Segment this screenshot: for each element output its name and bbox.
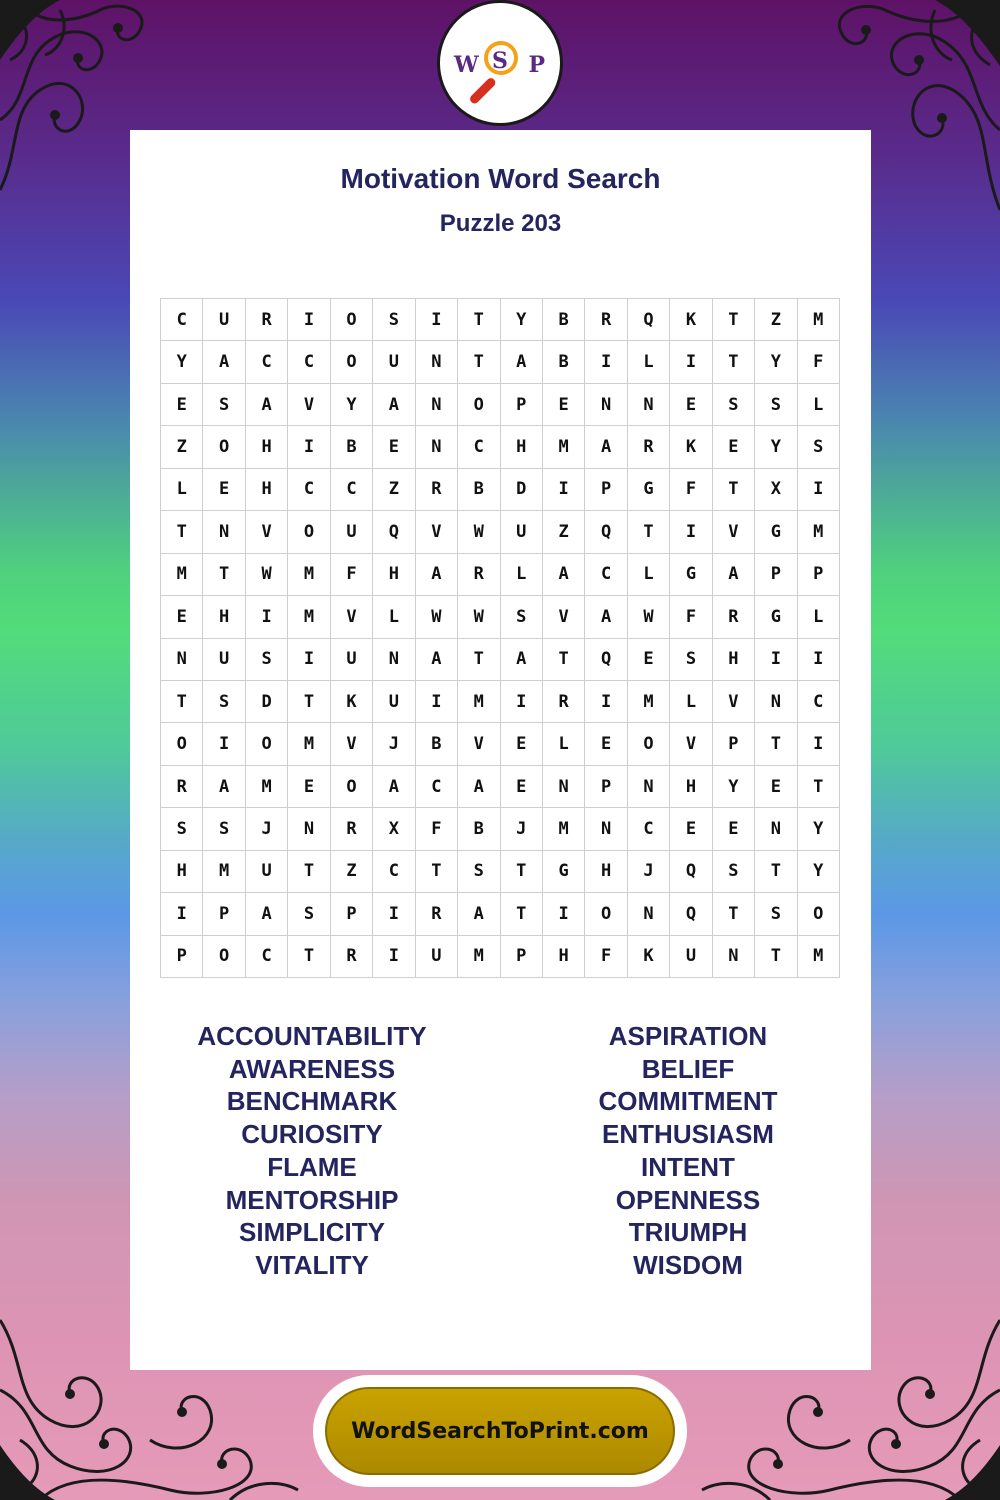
grid-cell[interactable]: R [713,596,755,638]
grid-cell[interactable]: M [458,681,500,723]
grid-cell[interactable]: T [713,299,755,341]
grid-cell[interactable]: T [288,851,330,893]
grid-cell[interactable]: N [628,384,670,426]
grid-cell[interactable]: A [373,384,415,426]
grid-cell[interactable]: E [543,384,585,426]
grid-cell[interactable]: U [203,299,245,341]
grid-cell[interactable]: O [203,936,245,978]
grid-cell[interactable]: S [373,299,415,341]
grid-cell[interactable]: B [331,426,373,468]
grid-cell[interactable]: M [288,554,330,596]
grid-cell[interactable]: N [161,639,203,681]
grid-cell[interactable]: D [501,469,543,511]
grid-cell[interactable]: N [416,341,458,383]
grid-cell[interactable]: U [416,936,458,978]
grid-cell[interactable]: G [670,554,712,596]
grid-cell[interactable]: W [458,511,500,553]
grid-cell[interactable]: J [246,808,288,850]
grid-cell[interactable]: Z [161,426,203,468]
word-list-item: MENTORSHIP [225,1184,399,1215]
letter-grid [160,298,840,978]
grid-cell[interactable]: V [670,723,712,765]
grid-cell[interactable]: F [670,596,712,638]
grid-cell[interactable]: O [246,723,288,765]
site-link-button[interactable]: WordSearchToPrint.com [325,1387,675,1475]
grid-cell[interactable]: S [755,893,797,935]
grid-cell[interactable]: N [628,893,670,935]
grid-cell[interactable]: V [246,511,288,553]
grid-cell[interactable]: T [458,341,500,383]
grid-cell[interactable]: T [161,681,203,723]
grid-cell[interactable]: I [543,469,585,511]
logo-letter-s: S [492,48,508,74]
grid-cell[interactable]: Q [670,851,712,893]
grid-cell[interactable]: C [416,766,458,808]
grid-cell[interactable]: T [288,681,330,723]
grid-cell[interactable]: R [543,681,585,723]
word-list-item: ACCOUNTABILITY [197,1021,427,1051]
grid-cell[interactable]: P [203,893,245,935]
grid-cell[interactable]: H [713,639,755,681]
grid-cell[interactable]: I [288,299,330,341]
grid-cell[interactable]: L [628,554,670,596]
grid-cell[interactable]: Y [331,384,373,426]
word-list-right [528,1020,848,1282]
grid-cell[interactable]: T [755,723,797,765]
grid-cell[interactable]: B [458,808,500,850]
grid-cell[interactable]: L [798,596,840,638]
grid-cell[interactable]: E [670,384,712,426]
grid-cell[interactable]: I [670,341,712,383]
grid-cell[interactable]: S [203,808,245,850]
grid-cell[interactable]: A [585,596,627,638]
grid-cell[interactable]: P [798,554,840,596]
grid-cell[interactable]: S [798,426,840,468]
grid-cell[interactable]: I [798,723,840,765]
page-title: Motivation Word Search [340,163,661,194]
grid-cell[interactable]: A [246,893,288,935]
grid-cell[interactable]: U [373,681,415,723]
grid-cell[interactable]: C [331,469,373,511]
grid-cell[interactable]: O [288,511,330,553]
grid-cell[interactable]: Y [755,426,797,468]
wsp-logo [437,0,563,126]
grid-cell[interactable]: A [458,893,500,935]
grid-cell[interactable]: C [288,341,330,383]
grid-cell[interactable]: Q [585,511,627,553]
grid-cell[interactable]: B [416,723,458,765]
word-list-item: FLAME [267,1151,357,1182]
grid-cell[interactable]: S [501,596,543,638]
grid-cell[interactable]: C [585,554,627,596]
grid-cell[interactable]: T [161,511,203,553]
grid-cell[interactable]: P [585,469,627,511]
grid-cell[interactable]: C [458,426,500,468]
grid-cell[interactable]: V [713,681,755,723]
grid-cell[interactable]: Q [670,893,712,935]
grid-cell[interactable]: R [246,299,288,341]
grid-cell[interactable]: V [416,511,458,553]
grid-cell[interactable]: T [501,893,543,935]
grid-cell[interactable]: T [628,511,670,553]
word-list-item: INTENT [641,1151,735,1182]
grid-cell[interactable]: S [755,384,797,426]
grid-cell[interactable]: K [628,936,670,978]
grid-cell[interactable]: N [416,426,458,468]
grid-cell[interactable]: M [543,426,585,468]
grid-cell[interactable]: E [670,808,712,850]
grid-cell[interactable]: Y [798,808,840,850]
grid-cell[interactable]: H [161,851,203,893]
grid-cell[interactable]: N [628,766,670,808]
grid-cell[interactable]: V [713,511,755,553]
grid-cell[interactable]: A [416,554,458,596]
grid-cell[interactable]: Y [161,341,203,383]
grid-cell[interactable]: F [331,554,373,596]
grid-cell[interactable]: N [373,639,415,681]
grid-cell[interactable]: I [798,469,840,511]
grid-cell[interactable]: P [331,893,373,935]
grid-cell[interactable]: U [670,936,712,978]
grid-cell[interactable]: S [246,639,288,681]
grid-cell[interactable]: C [246,341,288,383]
grid-cell[interactable]: U [501,511,543,553]
grid-cell[interactable]: W [628,596,670,638]
grid-cell[interactable]: P [713,723,755,765]
grid-cell[interactable]: P [501,936,543,978]
word-list-item: VITALITY [255,1249,369,1280]
grid-cell[interactable]: E [585,723,627,765]
grid-cell[interactable]: I [161,893,203,935]
grid-cell[interactable]: M [628,681,670,723]
grid-cell[interactable]: I [501,681,543,723]
grid-cell[interactable]: E [628,639,670,681]
grid-cell[interactable]: I [543,893,585,935]
grid-cell[interactable]: C [628,808,670,850]
grid-cell[interactable]: A [203,766,245,808]
grid-cell[interactable]: Y [713,766,755,808]
grid-cell[interactable]: H [670,766,712,808]
grid-cell[interactable]: I [373,893,415,935]
word-list-item: BELIEF [641,1053,735,1084]
grid-cell[interactable]: F [416,808,458,850]
grid-cell[interactable]: R [416,469,458,511]
grid-cell[interactable]: M [161,554,203,596]
grid-cell[interactable]: P [161,936,203,978]
grid-cell[interactable]: T [501,851,543,893]
grid-cell[interactable]: T [416,851,458,893]
grid-cell[interactable]: C [288,469,330,511]
grid-cell[interactable]: V [288,384,330,426]
grid-cell[interactable]: O [331,341,373,383]
word-list-item: TRIUMPH [628,1217,748,1248]
grid-cell[interactable]: T [288,936,330,978]
grid-cell[interactable]: N [713,936,755,978]
grid-cell[interactable]: C [161,299,203,341]
grid-cell[interactable]: I [670,511,712,553]
grid-cell[interactable]: Y [798,851,840,893]
grid-cell[interactable]: E [161,384,203,426]
grid-cell[interactable]: S [203,681,245,723]
grid-cell[interactable]: L [628,341,670,383]
grid-cell[interactable]: Y [501,299,543,341]
grid-cell[interactable]: E [755,766,797,808]
word-list-item: WISDOM [633,1249,743,1280]
logo-letter-p: P [528,52,545,78]
grid-cell[interactable]: E [713,426,755,468]
grid-cell[interactable]: J [501,808,543,850]
grid-cell[interactable]: H [543,936,585,978]
grid-cell[interactable]: S [288,893,330,935]
word-list-item: ENTHUSIASM [602,1119,774,1150]
grid-cell[interactable]: Q [628,299,670,341]
grid-cell[interactable]: O [798,893,840,935]
grid-cell[interactable]: A [416,639,458,681]
grid-cell[interactable]: D [246,681,288,723]
grid-cell[interactable]: M [798,511,840,553]
grid-cell[interactable]: H [501,426,543,468]
grid-cell[interactable]: G [543,851,585,893]
grid-cell[interactable]: N [755,808,797,850]
grid-cell[interactable]: K [331,681,373,723]
grid-cell[interactable]: A [373,766,415,808]
grid-cell[interactable]: Z [331,851,373,893]
word-list-item: AWARENESS [228,1053,396,1084]
grid-cell[interactable]: I [416,681,458,723]
grid-cell[interactable]: I [203,723,245,765]
grid-cell[interactable]: W [246,554,288,596]
grid-cell[interactable]: V [331,723,373,765]
grid-cell[interactable]: E [713,808,755,850]
grid-cell[interactable]: I [246,596,288,638]
grid-cell[interactable]: B [543,341,585,383]
grid-cell[interactable]: R [416,893,458,935]
grid-cell[interactable]: A [713,554,755,596]
grid-cell[interactable]: K [670,299,712,341]
grid-cell[interactable]: A [585,426,627,468]
grid-cell[interactable]: V [458,723,500,765]
grid-cell[interactable]: L [670,681,712,723]
grid-cell[interactable]: B [458,469,500,511]
grid-cell[interactable]: M [288,723,330,765]
grid-cell[interactable]: Q [585,639,627,681]
grid-cell[interactable]: C [373,851,415,893]
grid-cell[interactable]: T [713,893,755,935]
grid-cell[interactable]: G [755,596,797,638]
grid-cell[interactable]: O [331,766,373,808]
grid-cell[interactable]: I [416,299,458,341]
grid-cell[interactable]: I [288,426,330,468]
grid-cell[interactable]: O [203,426,245,468]
grid-cell[interactable]: I [373,936,415,978]
logo-letter-w: W [454,52,479,78]
grid-cell[interactable]: Y [755,341,797,383]
grid-cell[interactable]: R [458,554,500,596]
grid-cell[interactable]: A [246,384,288,426]
grid-cell[interactable]: T [543,639,585,681]
grid-cell[interactable]: S [713,384,755,426]
grid-cell[interactable]: I [585,681,627,723]
grid-cell[interactable]: O [331,299,373,341]
grid-cell[interactable]: J [373,723,415,765]
grid-cell[interactable]: X [373,808,415,850]
grid-cell[interactable]: A [458,766,500,808]
grid-cell[interactable]: M [798,936,840,978]
grid-cell[interactable]: H [246,426,288,468]
grid-cell[interactable]: O [161,723,203,765]
grid-cell[interactable]: P [585,766,627,808]
grid-cell[interactable]: R [628,426,670,468]
grid-cell[interactable]: V [543,596,585,638]
grid-cell[interactable]: X [755,469,797,511]
grid-cell[interactable]: E [501,723,543,765]
grid-cell[interactable]: L [373,596,415,638]
grid-cell[interactable]: M [203,851,245,893]
grid-cell[interactable]: S [161,808,203,850]
grid-cell[interactable]: M [543,808,585,850]
grid-cell[interactable]: V [331,596,373,638]
grid-cell[interactable]: L [798,384,840,426]
grid-cell[interactable]: N [416,384,458,426]
grid-cell[interactable]: C [246,936,288,978]
grid-cell[interactable]: A [501,341,543,383]
grid-cell[interactable]: T [458,299,500,341]
grid-cell[interactable]: K [670,426,712,468]
grid-cell[interactable]: N [585,384,627,426]
grid-cell[interactable]: W [416,596,458,638]
grid-cell[interactable]: E [203,469,245,511]
word-list-item: ASPIRATION [608,1021,768,1051]
magnifier-handle-icon [468,76,497,105]
grid-cell[interactable]: H [585,851,627,893]
word-list-item: CURIOSITY [241,1119,383,1150]
grid-cell[interactable]: B [543,299,585,341]
grid-cell[interactable]: P [755,554,797,596]
grid-cell[interactable]: F [585,936,627,978]
grid-cell[interactable]: Z [373,469,415,511]
grid-cell[interactable]: U [246,851,288,893]
grid-cell[interactable]: L [543,723,585,765]
grid-cell[interactable]: T [798,766,840,808]
grid-cell[interactable]: E [161,596,203,638]
grid-cell[interactable]: R [331,808,373,850]
grid-cell[interactable]: N [543,766,585,808]
word-list-item: COMMITMENT [598,1086,778,1117]
grid-cell[interactable]: F [670,469,712,511]
grid-cell[interactable]: U [203,639,245,681]
grid-cell[interactable]: C [798,681,840,723]
grid-cell[interactable]: S [713,851,755,893]
grid-cell[interactable]: T [713,341,755,383]
grid-cell[interactable]: T [458,639,500,681]
grid-cell[interactable]: I [288,639,330,681]
grid-cell[interactable]: U [373,341,415,383]
grid-cell[interactable]: L [161,469,203,511]
grid-cell[interactable]: O [628,723,670,765]
grid-cell[interactable]: E [288,766,330,808]
grid-cell[interactable]: E [501,766,543,808]
word-list-left [152,1020,472,1282]
word-list-item: BENCHMARK [226,1086,398,1117]
grid-cell[interactable]: M [288,596,330,638]
grid-cell[interactable]: T [203,554,245,596]
grid-cell[interactable]: F [798,341,840,383]
grid-cell[interactable]: H [203,596,245,638]
grid-cell[interactable]: Z [543,511,585,553]
grid-cell[interactable]: S [203,384,245,426]
grid-cell[interactable]: N [755,681,797,723]
grid-cell[interactable]: R [331,936,373,978]
grid-cell[interactable]: W [458,596,500,638]
puzzle-number: Puzzle 203 [439,210,562,237]
grid-cell[interactable]: U [331,511,373,553]
grid-cell[interactable]: R [161,766,203,808]
grid-cell[interactable]: Z [755,299,797,341]
grid-cell[interactable]: G [755,511,797,553]
grid-cell[interactable]: I [798,639,840,681]
grid-cell[interactable]: A [543,554,585,596]
grid-cell[interactable]: E [373,426,415,468]
grid-cell[interactable]: U [331,639,373,681]
grid-cell[interactable]: L [501,554,543,596]
grid-cell[interactable]: A [203,341,245,383]
grid-cell[interactable]: O [585,893,627,935]
grid-cell[interactable]: H [246,469,288,511]
grid-cell[interactable]: M [458,936,500,978]
grid-cell[interactable]: Q [373,511,415,553]
grid-cell[interactable]: P [501,384,543,426]
word-list-item: SIMPLICITY [239,1217,385,1248]
grid-cell[interactable]: N [203,511,245,553]
grid-cell[interactable]: T [755,851,797,893]
grid-cell[interactable]: T [713,469,755,511]
grid-cell[interactable]: N [585,808,627,850]
grid-cell[interactable]: M [798,299,840,341]
grid-cell[interactable]: J [628,851,670,893]
grid-cell[interactable]: I [755,639,797,681]
word-list-item: OPENNESS [615,1184,761,1215]
grid-cell[interactable]: A [501,639,543,681]
grid-cell[interactable]: T [755,936,797,978]
grid-cell[interactable]: G [628,469,670,511]
grid-cell[interactable]: O [458,384,500,426]
grid-cell[interactable]: S [670,639,712,681]
grid-cell[interactable]: S [458,851,500,893]
grid-cell[interactable]: N [288,808,330,850]
grid-cell[interactable]: M [246,766,288,808]
grid-cell[interactable]: I [585,341,627,383]
grid-cell[interactable]: R [585,299,627,341]
grid-cell[interactable]: H [373,554,415,596]
